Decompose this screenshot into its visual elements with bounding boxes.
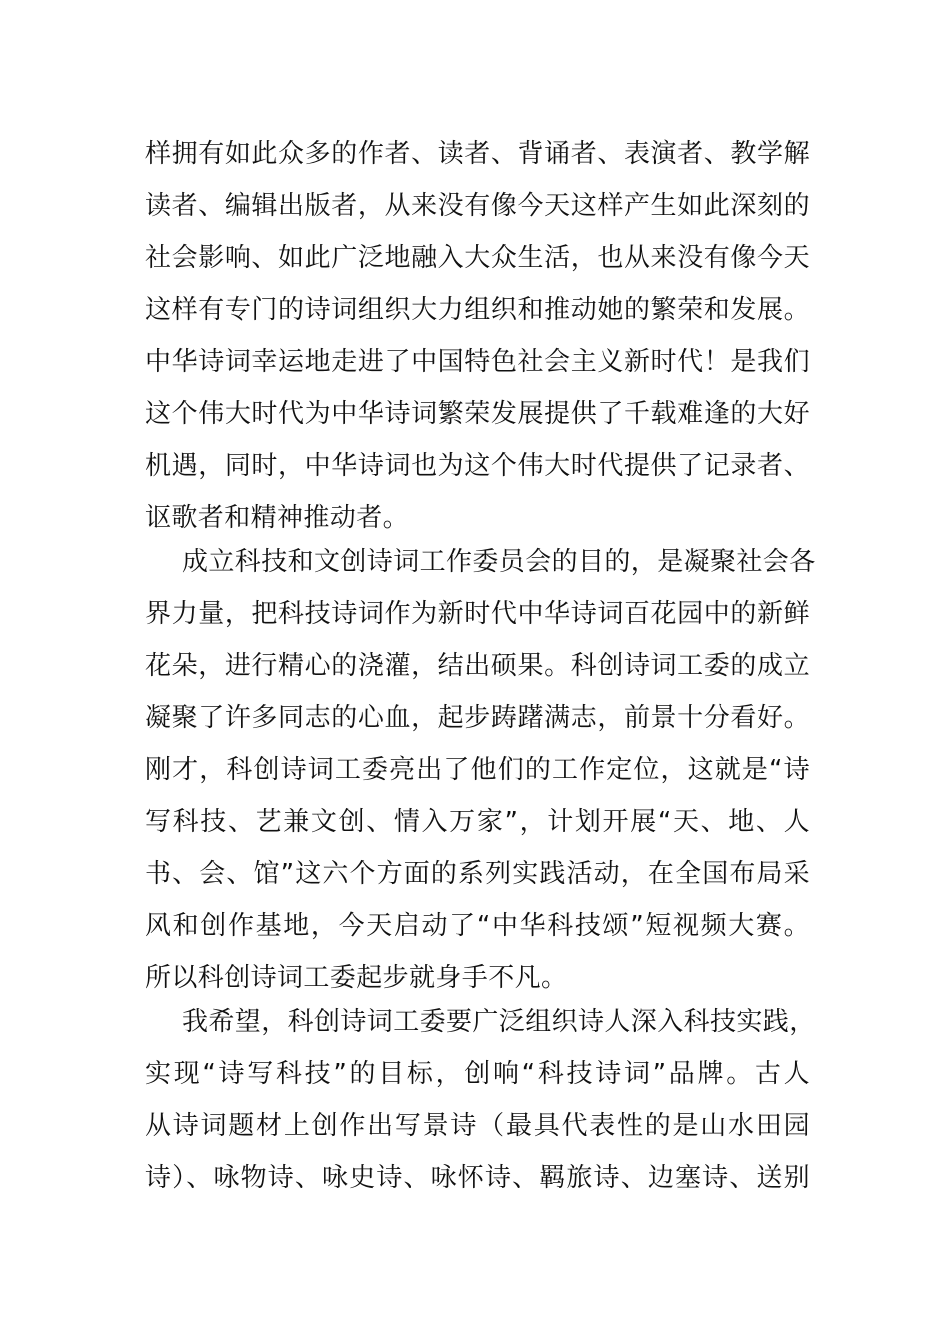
paragraph-3-line-1: 我希望，科创诗词工委要广泛组织诗人深入科技实践， [182, 1007, 816, 1037]
paragraph-1-line-5: 中华诗词幸运地走进了中国特色社会主义新时代！是我们 [145, 347, 810, 377]
paragraph-1-line-8: 讴歌者和精神推动者。 [145, 503, 410, 533]
paragraph-3-line-2: 实现“诗写科技”的目标，创响“科技诗词”品牌。古人 [145, 1059, 810, 1089]
paragraph-1-line-2: 读者、编辑出版者，从来没有像今天这样产生如此深刻的 [145, 191, 810, 221]
paragraph-2-line-6: 写科技、艺兼文创、情入万家”，计划开展“天、地、人 [145, 807, 810, 837]
paragraph-2-line-5: 刚才，科创诗词工委亮出了他们的工作定位，这就是“诗 [145, 755, 810, 785]
paragraph-2-line-8: 风和创作基地，今天启动了“中华科技颂”短视频大赛。 [145, 911, 810, 941]
paragraph-1-line-1: 样拥有如此众多的作者、读者、背诵者、表演者、教学解 [145, 139, 810, 169]
paragraph-1-line-7: 机遇，同时，中华诗词也为这个伟大时代提供了记录者、 [145, 451, 810, 481]
paragraph-3-line-3: 从诗词题材上创作出写景诗（最具代表性的是山水田园 [145, 1111, 810, 1141]
paragraph-2-line-3: 花朵，进行精心的浇灌，结出硕果。科创诗词工委的成立 [145, 651, 810, 681]
paragraph-2 [145, 536, 816, 1004]
paragraph-2-line-4: 凝聚了许多同志的心血，起步踌躇满志，前景十分看好。 [145, 703, 810, 733]
paragraph-1-line-6: 这个伟大时代为中华诗词繁荣发展提供了千载难逢的大好 [145, 399, 810, 429]
paragraph-2-line-7: 书、会、馆”这六个方面的系列实践活动，在全国布局采 [145, 859, 810, 889]
paragraph-1 [145, 128, 810, 544]
paragraph-2-line-9: 所以科创诗词工委起步就身手不凡。 [145, 963, 568, 993]
paragraph-2-line-2: 界力量，把科技诗词作为新时代中华诗词百花园中的新鲜 [145, 599, 810, 629]
paragraph-2-line-1: 成立科技和文创诗词工作委员会的目的，是凝聚社会各 [182, 547, 816, 577]
paragraph-1-line-4: 这样有专门的诗词组织大力组织和推动她的繁荣和发展。 [145, 295, 810, 325]
paragraph-1-line-3: 社会影响、如此广泛地融入大众生活，也从来没有像今天 [145, 243, 810, 273]
paragraph-3-line-4: 诗）、咏物诗、咏史诗、咏怀诗、羁旅诗、边塞诗、送别 [145, 1163, 810, 1193]
paragraph-3 [145, 996, 816, 1204]
